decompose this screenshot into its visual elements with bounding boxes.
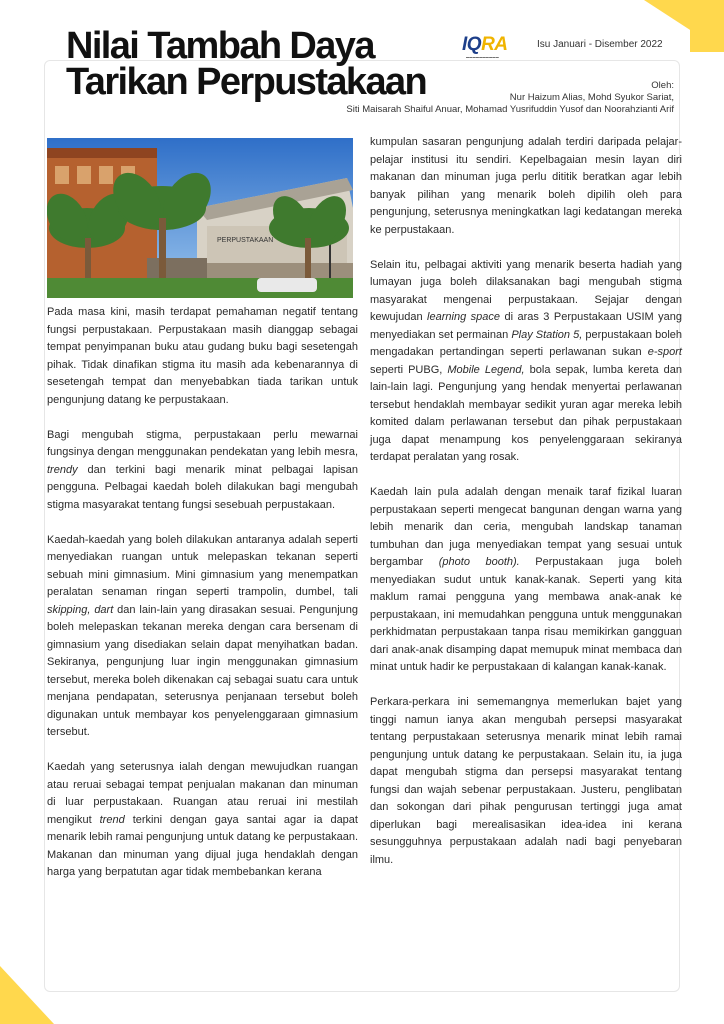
byline — [346, 80, 674, 116]
library-building-image — [47, 138, 353, 298]
title-line-2: Tarikan Perpustakaan — [66, 61, 427, 103]
paragraph: Pada masa kini, masih terdapat pemahaman negatif tentang fungsi perpustakaan. Perpustakaan masih dianggap sebagai tempat penyimpanan buku atau gudang buku bagi sesetengah pihak. Tidak dinafikan stigma itu masih ada kebenarannya di sesetengah tempat dan menyebabkan tiada tarikan untuk pengunjung datang ke perpustakaan. — [47, 306, 358, 406]
issue-label: Isu Januari - Disember 2022 — [537, 39, 663, 50]
corner-decoration-top-right-fill — [690, 0, 724, 52]
title-line-1: Nilai Tambah Daya — [66, 25, 374, 67]
article-column-right — [370, 134, 682, 887]
paragraph: Kaedah lain pula adalah dengan menaik taraf fizikal luaran perpustakaan seperti mengecat bangunan dengan warna yang lebih menarik dan ceria, mengubah landskap tanaman tumbuhan dan juga menyediakan tempat yang sesuai untuk bergambar (photo booth). Perpustakaan juga boleh menyediakan sudut untuk kanak-kanak. Seperti yang kita maklum ramai pengguna yang membawa anak-anak ke perpustakaan, ini memudahkan pengguna untuk menggunakan perkhidmatan perpustakaan tanpa risau memikirkan gangguan dari anak-anak disamping dapat memupuk minat membaca dan minat untuk hadir ke perpustakaan di kalangan kanak-kanak. — [370, 486, 682, 673]
library-photo — [47, 138, 353, 298]
paragraph: Selain itu, pelbagai aktiviti yang menarik beserta hadiah yang lumayan juga boleh dilaksanakan bagi mengubah stigma masyarakat mengenai perpustakaan. Sejajar dengan kewujudan learning space di aras 3 Perpustakaan USIM yang menyediakan set permainan Play Station 5, perpustakaan boleh mengadakan pertandingan seperti perlawanan sukan e-sport seperti PUBG, Mobile Legend, bola sepak, lumba kereta dan lain-lain lagi. Pengunjung yang hendak menyertai perlawanan tersebut hendaklah membayar sedikit yuran agar mereka lebih komited dalam perlawanan tersebut dan pihak perpustakaan juga dapat menampung kos penyelenggaraan sekiranya terdapat peralatan yang rosak. — [370, 258, 683, 463]
building-sign: PERPUSTAKAAN — [217, 237, 274, 244]
paragraph: Kaedah-kaedah yang boleh dilakukan antaranya adalah seperti menyediakan ruangan untuk melepaskan tekanan seperti sebuah mini gimnasium. Mini gimnasium yang menempatkan peralatan senaman ringan seperti trampolin, dumbel, tali skipping, dart dan lain-lain yang dirasakan sesuai. Pengunjung boleh melepaskan tekanan mereka dengan cara bersenam di gimnasium yang disediakan selain dapat menyihatkan badan. Sekiranya, pengunjung luar ingin menggunakan gimnasium tersebut, mereka boleh dikenakan caj sebagai suatu cara untuk menjana pendapatan, seterusnya penjanaan tersebut boleh digunakan untuk membayar kos penyelenggaraan gimnasium tersebut. — [47, 533, 358, 738]
paragraph: kumpulan sasaran pengunjung adalah terdiri daripada pelajar-pelajar institusi itu sendiri. Kepelbagaian mesin layan diri makanan dan minuman juga perlu dititik beratkan agar lebih banyak pilihan yang menarik boleh dipilih oleh para pengunjung, seterusnya meningkatkan lagi kedatangan mereka ke perpustakaan. — [370, 136, 682, 236]
byline-label: Oleh: — [651, 80, 674, 91]
article-column-left — [47, 304, 358, 899]
logo-tagline-graphic: ▬▬▬▬▬▬▬▬▬▬ — [466, 55, 499, 59]
byline-authors-1: Nur Haizum Alias, Mohd Syukor Sariat, — [509, 92, 674, 103]
byline-authors-2: Siti Maisarah Shaiful Anuar, Mohamad Yusrifuddin Yusof dan Noorahzianti Arif — [346, 104, 674, 115]
paragraph: Kaedah yang seterusnya ialah dengan mewujudkan ruangan atau reruai sebagai tempat penjualan makanan dan minuman di luar perpustakaan. Ruangan atau reruai ini mestilah mengikut trend terkini dengan gaya santai agar ia dapat menarik lebih ramai pengunjung untuk datang ke perpustakaan. Makanan dan minuman yang dijual juga hendaklah dengan harga yang berpatutan agar tidak membebankan kerana — [47, 761, 358, 878]
paragraph: Perkara-perkara ini sememangnya memerlukan bajet yang tinggi namun ianya akan mengubah persepsi masyarakat tentang perpustakaan seterusnya menarik minat lebih ramai pengunjung untuk datang ke perpustakaan. Selain itu, ia juga dapat mengubah stigma dan persepsi masyarakat tentang fungsi dan wajah sebenar perpustakaan. Justeru, penglibatan dan sokongan dari pihak pengurusan tertinggi juga amat diperlukan bagi merealisasikan idea-idea ini kerana sesungguhnya perpustakaan adalah nadi bagi penyebaran ilmu. — [370, 696, 682, 866]
paragraph: Bagi mengubah stigma, perpustakaan perlu mewarnai fungsinya dengan menggunakan pendekatan yang lebih mesra, trendy dan terkini bagi menarik minat pelbagai lapisan pengguna. Pelbagai kaedah boleh dilakukan bagi mengubah stigma masyarakat tentang fungsi sesebuah perpustakaan. — [47, 428, 358, 511]
iqra-logo: IQRA — [462, 34, 508, 55]
